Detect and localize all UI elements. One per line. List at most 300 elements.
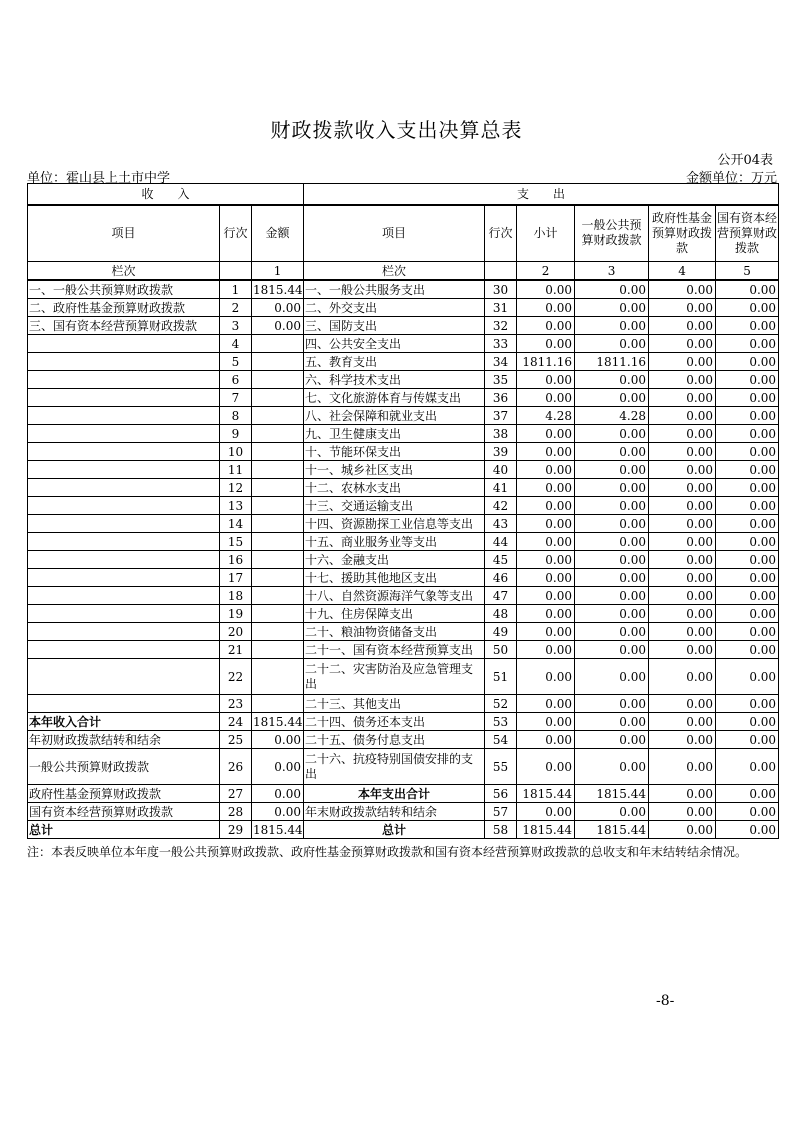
table-row (28, 407, 779, 425)
income-row-number: 19 (220, 605, 252, 623)
state-capital-value: 0.00 (716, 587, 779, 605)
income-row-number: 13 (220, 497, 252, 515)
income-row-number: 7 (220, 389, 252, 407)
income-row-number: 9 (220, 425, 252, 443)
expense-row-number: 49 (485, 623, 517, 641)
income-item: 年初财政拨款结转和结余 (28, 731, 220, 749)
general-budget-value: 0.00 (575, 551, 649, 569)
table-row (28, 353, 779, 371)
table-row (28, 587, 779, 605)
subtotal-value: 0.00 (517, 749, 575, 785)
col-label: 栏次 (304, 262, 485, 281)
state-capital-value: 0.00 (716, 497, 779, 515)
subtotal-value: 0.00 (517, 641, 575, 659)
expense-row-number: 46 (485, 569, 517, 587)
expense-item: 四、公共安全支出 (304, 335, 485, 353)
income-amount (252, 371, 304, 389)
income-row-number: 15 (220, 533, 252, 551)
expense-rowno-header: 行次 (485, 205, 517, 262)
col-number: 1 (252, 262, 304, 281)
income-item (28, 695, 220, 713)
income-item (28, 425, 220, 443)
general-budget-value: 0.00 (575, 461, 649, 479)
table-row (28, 623, 779, 641)
income-row-number: 18 (220, 587, 252, 605)
subtotal-value: 0.00 (517, 731, 575, 749)
gov-fund-value: 0.00 (649, 335, 716, 353)
subtotal-value: 0.00 (517, 533, 575, 551)
subtotal-value: 0.00 (517, 623, 575, 641)
expense-row-number: 55 (485, 749, 517, 785)
table-row (28, 695, 779, 713)
state-capital-value: 0.00 (716, 569, 779, 587)
general-budget-value: 0.00 (575, 695, 649, 713)
table-row (28, 371, 779, 389)
general-budget-value: 0.00 (575, 425, 649, 443)
gov-fund-value: 0.00 (649, 731, 716, 749)
gov-fund-value: 0.00 (649, 353, 716, 371)
income-amount: 0.00 (252, 299, 304, 317)
expense-header: 支 出 (304, 184, 779, 205)
general-budget-value: 0.00 (575, 623, 649, 641)
gov-fund-value: 0.00 (649, 587, 716, 605)
subtotal-value: 0.00 (517, 335, 575, 353)
table-row (28, 533, 779, 551)
state-capital-value: 0.00 (716, 407, 779, 425)
expense-item: 十二、农林水支出 (304, 479, 485, 497)
state-capital-value: 0.00 (716, 461, 779, 479)
expense-item: 八、社会保障和就业支出 (304, 407, 485, 425)
income-row-number: 16 (220, 551, 252, 569)
income-item (28, 515, 220, 533)
income-amount: 1815.44 (252, 280, 304, 299)
income-amount: 0.00 (252, 803, 304, 821)
expense-row-number: 50 (485, 641, 517, 659)
expense-item: 六、科学技术支出 (304, 371, 485, 389)
subtotal-value: 0.00 (517, 425, 575, 443)
state-capital-value: 0.00 (716, 785, 779, 803)
state-capital-value: 0.00 (716, 695, 779, 713)
state-capital-value: 0.00 (716, 443, 779, 461)
general-budget-value: 0.00 (575, 659, 649, 695)
expense-item: 总计 (304, 821, 485, 839)
general-budget-value: 0.00 (575, 335, 649, 353)
income-amount (252, 479, 304, 497)
col-number: 5 (716, 262, 779, 281)
income-item (28, 587, 220, 605)
expense-row-number: 47 (485, 587, 517, 605)
expense-item: 二十、粮油物资储备支出 (304, 623, 485, 641)
income-item (28, 659, 220, 695)
expense-row-number: 53 (485, 713, 517, 731)
gov-fund-value: 0.00 (649, 713, 716, 731)
state-capital-value: 0.00 (716, 623, 779, 641)
subtotal-value: 0.00 (517, 461, 575, 479)
subtotal-value: 0.00 (517, 389, 575, 407)
income-item: 总计 (28, 821, 220, 839)
gov-fund-value: 0.00 (649, 497, 716, 515)
table-row (28, 317, 779, 335)
income-item (28, 407, 220, 425)
expense-item: 二十四、债务还本支出 (304, 713, 485, 731)
income-item (28, 443, 220, 461)
page-title: 财政拨款收入支出决算总表 (270, 118, 523, 142)
income-row-number: 12 (220, 479, 252, 497)
table-row (28, 641, 779, 659)
subtotal-value: 0.00 (517, 587, 575, 605)
expense-item: 二、外交支出 (304, 299, 485, 317)
income-amount (252, 551, 304, 569)
general-budget-value: 4.28 (575, 407, 649, 425)
state-capital-value: 0.00 (716, 713, 779, 731)
state-capital-value: 0.00 (716, 731, 779, 749)
table-row (28, 731, 779, 749)
subtotal-value: 0.00 (517, 803, 575, 821)
subtotal-value: 0.00 (517, 569, 575, 587)
expense-row-number: 44 (485, 533, 517, 551)
income-row-number: 8 (220, 407, 252, 425)
income-amount: 0.00 (252, 731, 304, 749)
col-number: 4 (649, 262, 716, 281)
gov-fund-value: 0.00 (649, 785, 716, 803)
income-row-number: 20 (220, 623, 252, 641)
income-item (28, 551, 220, 569)
income-row-number: 11 (220, 461, 252, 479)
gov-fund-value: 0.00 (649, 821, 716, 839)
state-capital-value: 0.00 (716, 299, 779, 317)
income-amount (252, 443, 304, 461)
expense-row-number: 41 (485, 479, 517, 497)
income-row-number: 3 (220, 317, 252, 335)
expense-item: 一、一般公共服务支出 (304, 280, 485, 299)
income-item (28, 389, 220, 407)
expense-row-number: 56 (485, 785, 517, 803)
gov-fund-header: 政府性基金预算财政拨款 (649, 205, 716, 262)
general-budget-value: 0.00 (575, 713, 649, 731)
income-row-number: 24 (220, 713, 252, 731)
reporting-unit: 单位：霍山县上土市中学 (27, 171, 171, 186)
state-capital-value: 0.00 (716, 659, 779, 695)
table-row (28, 299, 779, 317)
income-amount (252, 497, 304, 515)
income-item-header: 项目 (28, 205, 220, 262)
empty-cell (220, 262, 252, 281)
gov-fund-value: 0.00 (649, 371, 716, 389)
expense-row-number: 39 (485, 443, 517, 461)
general-budget-value: 0.00 (575, 749, 649, 785)
money-unit: 金额单位：万元 (685, 171, 777, 186)
expense-item-header: 项目 (304, 205, 485, 262)
subtotal-value: 0.00 (517, 371, 575, 389)
income-item (28, 371, 220, 389)
state-capital-value: 0.00 (716, 641, 779, 659)
expense-row-number: 30 (485, 280, 517, 299)
table-row (28, 569, 779, 587)
gov-fund-value: 0.00 (649, 749, 716, 785)
income-amount (252, 641, 304, 659)
col-number: 3 (575, 262, 649, 281)
col-label: 栏次 (28, 262, 220, 281)
table-row (28, 551, 779, 569)
expense-row-number: 52 (485, 695, 517, 713)
income-amount (252, 587, 304, 605)
gov-fund-value: 0.00 (649, 299, 716, 317)
income-item (28, 533, 220, 551)
income-row-number: 29 (220, 821, 252, 839)
income-amount (252, 623, 304, 641)
expense-item: 二十三、其他支出 (304, 695, 485, 713)
income-row-number: 6 (220, 371, 252, 389)
income-item (28, 623, 220, 641)
income-item (28, 497, 220, 515)
expense-row-number: 35 (485, 371, 517, 389)
subtotal-value: 0.00 (517, 551, 575, 569)
subtotal-value: 0.00 (517, 299, 575, 317)
expense-item: 二十一、国有资本经营预算支出 (304, 641, 485, 659)
gov-fund-value: 0.00 (649, 803, 716, 821)
state-capital-value: 0.00 (716, 371, 779, 389)
subtotal-value: 0.00 (517, 280, 575, 299)
state-capital-value: 0.00 (716, 280, 779, 299)
income-amount (252, 353, 304, 371)
subtotal-value: 0.00 (517, 443, 575, 461)
general-budget-value: 0.00 (575, 317, 649, 335)
amount-header: 金额 (252, 205, 304, 262)
general-budget-header: 一般公共预算财政拨款 (575, 205, 649, 262)
state-capital-value: 0.00 (716, 803, 779, 821)
table-row (28, 515, 779, 533)
form-number: 公开04表 (717, 153, 773, 168)
subtotal-value: 0.00 (517, 515, 575, 533)
expense-item: 二十六、抗疫特别国债安排的支出 (304, 749, 485, 785)
income-row-number: 26 (220, 749, 252, 785)
expense-row-number: 40 (485, 461, 517, 479)
income-item (28, 461, 220, 479)
table-row (28, 425, 779, 443)
income-row-number: 14 (220, 515, 252, 533)
table-row (28, 497, 779, 515)
subtotal-value: 1811.16 (517, 353, 575, 371)
income-amount (252, 389, 304, 407)
table-row (28, 479, 779, 497)
subtotal-value: 0.00 (517, 713, 575, 731)
general-budget-value: 0.00 (575, 389, 649, 407)
gov-fund-value: 0.00 (649, 280, 716, 299)
income-amount (252, 425, 304, 443)
subtotal-value: 0.00 (517, 317, 575, 335)
expense-item: 二十五、债务付息支出 (304, 731, 485, 749)
expense-item: 十九、住房保障支出 (304, 605, 485, 623)
income-amount (252, 407, 304, 425)
income-row-number: 23 (220, 695, 252, 713)
income-row-number: 10 (220, 443, 252, 461)
table-row (28, 803, 779, 821)
income-amount (252, 335, 304, 353)
table-row (28, 389, 779, 407)
state-capital-value: 0.00 (716, 551, 779, 569)
footnote: 注：本表反映单位本年度一般公共预算财政拨款、政府性基金预算财政拨款和国有资本经营预算财政拨款的总收支和年末结转结余情况。 (27, 845, 748, 859)
general-budget-value: 0.00 (575, 731, 649, 749)
gov-fund-value: 0.00 (649, 515, 716, 533)
state-capital-value: 0.00 (716, 317, 779, 335)
subtotal-value: 0.00 (517, 695, 575, 713)
gov-fund-value: 0.00 (649, 695, 716, 713)
table-row (28, 659, 779, 695)
table-row (28, 335, 779, 353)
income-amount (252, 515, 304, 533)
general-budget-value: 0.00 (575, 569, 649, 587)
income-row-number: 4 (220, 335, 252, 353)
income-row-number: 5 (220, 353, 252, 371)
expense-row-number: 57 (485, 803, 517, 821)
gov-fund-value: 0.00 (649, 425, 716, 443)
subtotal-value: 4.28 (517, 407, 575, 425)
expense-row-number: 38 (485, 425, 517, 443)
state-capital-value: 0.00 (716, 335, 779, 353)
income-item: 二、政府性基金预算财政拨款 (28, 299, 220, 317)
expense-item: 十四、资源勘探工业信息等支出 (304, 515, 485, 533)
gov-fund-value: 0.00 (649, 551, 716, 569)
general-budget-value: 0.00 (575, 280, 649, 299)
income-amount (252, 533, 304, 551)
expense-row-number: 42 (485, 497, 517, 515)
income-item: 一、一般公共预算财政拨款 (28, 280, 220, 299)
gov-fund-value: 0.00 (649, 569, 716, 587)
state-capital-value: 0.00 (716, 605, 779, 623)
expense-row-number: 43 (485, 515, 517, 533)
table-row (28, 713, 779, 731)
expense-item: 十六、金融支出 (304, 551, 485, 569)
expense-item: 十三、交通运输支出 (304, 497, 485, 515)
page-number: -8- (656, 993, 675, 1009)
income-item: 三、国有资本经营预算财政拨款 (28, 317, 220, 335)
income-item (28, 605, 220, 623)
subtotal-value: 0.00 (517, 479, 575, 497)
gov-fund-value: 0.00 (649, 533, 716, 551)
general-budget-value: 1815.44 (575, 785, 649, 803)
general-budget-value: 0.00 (575, 371, 649, 389)
expense-row-number: 33 (485, 335, 517, 353)
general-budget-value: 0.00 (575, 587, 649, 605)
state-capital-value: 0.00 (716, 479, 779, 497)
subtotal-value: 0.00 (517, 605, 575, 623)
gov-fund-value: 0.00 (649, 659, 716, 695)
expense-row-number: 54 (485, 731, 517, 749)
expense-item: 七、文化旅游体育与传媒支出 (304, 389, 485, 407)
subtotal-value: 0.00 (517, 659, 575, 695)
table-row (28, 605, 779, 623)
income-item: 一般公共预算财政拨款 (28, 749, 220, 785)
budget-table (27, 183, 779, 839)
state-capital-value: 0.00 (716, 821, 779, 839)
expense-item: 五、教育支出 (304, 353, 485, 371)
subtotal-header: 小计 (517, 205, 575, 262)
income-amount: 0.00 (252, 785, 304, 803)
income-item (28, 335, 220, 353)
income-item (28, 353, 220, 371)
gov-fund-value: 0.00 (649, 317, 716, 335)
gov-fund-value: 0.00 (649, 389, 716, 407)
table-row (28, 443, 779, 461)
state-capital-value: 0.00 (716, 533, 779, 551)
general-budget-value: 1815.44 (575, 821, 649, 839)
general-budget-value: 0.00 (575, 515, 649, 533)
table-row (28, 280, 779, 299)
gov-fund-value: 0.00 (649, 605, 716, 623)
expense-row-number: 58 (485, 821, 517, 839)
subtotal-value: 1815.44 (517, 785, 575, 803)
income-row-number: 17 (220, 569, 252, 587)
income-amount (252, 659, 304, 695)
empty-cell (485, 262, 517, 281)
general-budget-value: 0.00 (575, 803, 649, 821)
income-amount: 0.00 (252, 749, 304, 785)
expense-row-number: 31 (485, 299, 517, 317)
expense-item: 十七、援助其他地区支出 (304, 569, 485, 587)
table-row (28, 785, 779, 803)
expense-row-number: 45 (485, 551, 517, 569)
income-amount: 0.00 (252, 317, 304, 335)
table-row (28, 461, 779, 479)
income-item (28, 641, 220, 659)
expense-row-number: 51 (485, 659, 517, 695)
expense-item: 十一、城乡社区支出 (304, 461, 485, 479)
income-item: 政府性基金预算财政拨款 (28, 785, 220, 803)
income-amount (252, 695, 304, 713)
expense-row-number: 48 (485, 605, 517, 623)
unit-line (27, 167, 777, 186)
income-row-number: 1 (220, 280, 252, 299)
expense-item: 三、国防支出 (304, 317, 485, 335)
expense-item: 本年支出合计 (304, 785, 485, 803)
income-amount (252, 461, 304, 479)
gov-fund-value: 0.00 (649, 623, 716, 641)
state-capital-value: 0.00 (716, 515, 779, 533)
expense-row-number: 32 (485, 317, 517, 335)
expense-row-number: 34 (485, 353, 517, 371)
expense-row-number: 37 (485, 407, 517, 425)
expense-item: 二十二、灾害防治及应急管理支出 (304, 659, 485, 695)
subtotal-value: 1815.44 (517, 821, 575, 839)
income-row-number: 28 (220, 803, 252, 821)
gov-fund-value: 0.00 (649, 407, 716, 425)
general-budget-value: 0.00 (575, 443, 649, 461)
income-item: 国有资本经营预算财政拨款 (28, 803, 220, 821)
expense-item: 十五、商业服务业等支出 (304, 533, 485, 551)
state-capital-header: 国有资本经营预算财政拨款 (716, 205, 779, 262)
gov-fund-value: 0.00 (649, 461, 716, 479)
income-amount: 1815.44 (253, 714, 303, 729)
table-row (28, 749, 779, 785)
general-budget-value: 0.00 (575, 641, 649, 659)
income-row-number: 21 (220, 641, 252, 659)
gov-fund-value: 0.00 (649, 479, 716, 497)
income-row-number: 22 (220, 659, 252, 695)
state-capital-value: 0.00 (716, 749, 779, 785)
income-amount (252, 605, 304, 623)
state-capital-value: 0.00 (716, 389, 779, 407)
income-item: 本年收入合计 (28, 713, 220, 731)
general-budget-value: 0.00 (575, 497, 649, 515)
state-capital-value: 0.00 (716, 353, 779, 371)
income-rowno-header: 行次 (220, 205, 252, 262)
income-amount (252, 569, 304, 587)
general-budget-value: 0.00 (575, 533, 649, 551)
expense-row-number: 36 (485, 389, 517, 407)
income-header: 收 入 (28, 184, 304, 205)
income-row-number: 2 (220, 299, 252, 317)
general-budget-value: 0.00 (575, 479, 649, 497)
